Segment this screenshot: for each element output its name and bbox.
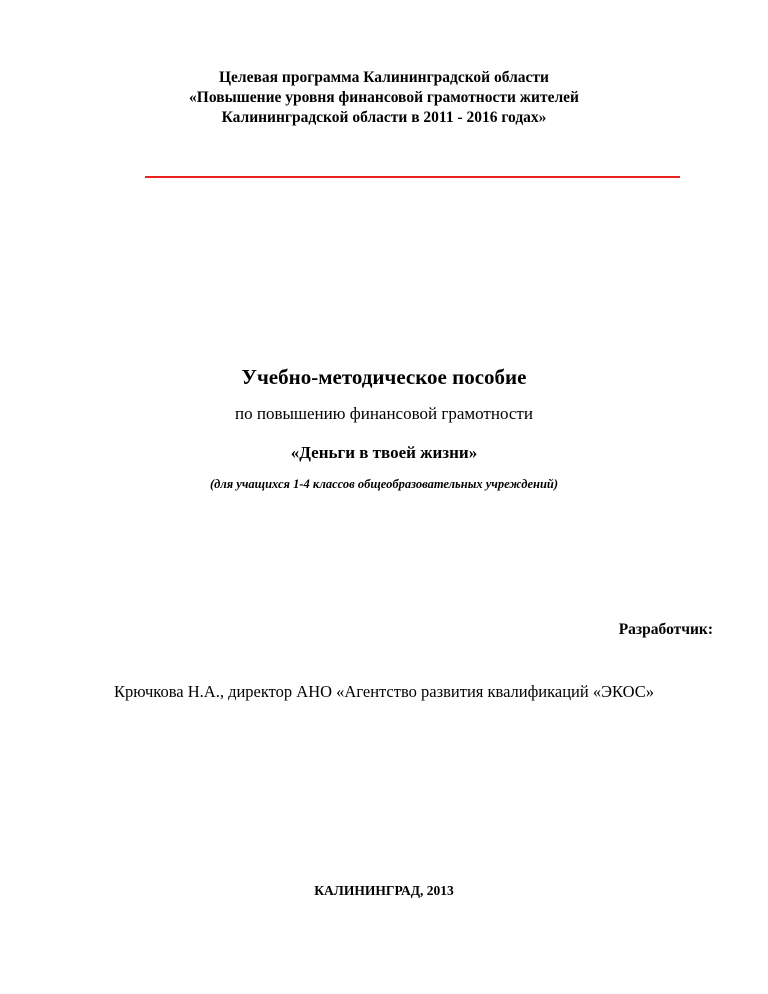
target-audience: (для учащихся 1-4 классов общеобразовательных учреждений) — [209, 477, 559, 491]
city-year-footer: КАЛИНИНГРАД, 2013 — [314, 883, 454, 898]
document-subtitle: по повышению финансовой грамотности — [235, 404, 533, 423]
developer-name: Крючкова Н.А., директор АНО «Агентство развития квалификаций «ЭКОС» — [114, 682, 654, 701]
developer-label: Разработчик: — [618, 621, 713, 638]
document-title: Учебно-методическое пособие — [241, 365, 527, 389]
header-line-2: «Повышение уровня финансовой грамотности жителей — [189, 89, 579, 106]
header-line-3: Калининградской области в 2011 - 2016 годах» — [221, 109, 547, 126]
header-line-1: Целевая программа Калининградской области — [219, 69, 549, 86]
red-divider-line — [145, 176, 680, 178]
program-header — [0, 68, 768, 128]
program-name: «Деньги в твоей жизни» — [290, 443, 478, 462]
